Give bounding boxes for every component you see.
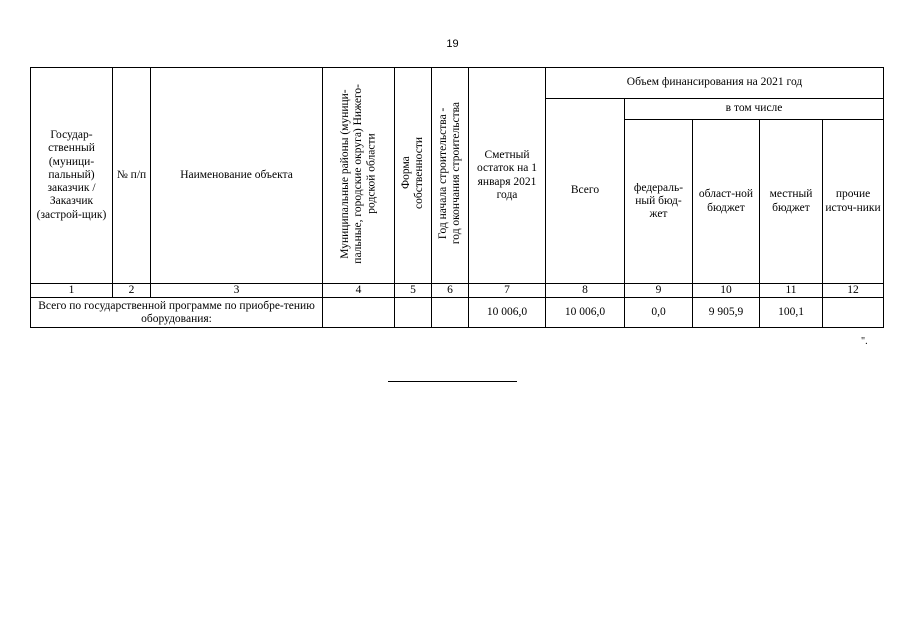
column-number: 9	[625, 284, 693, 298]
header-customer: Государ-ственный (муници-пальный) заказчик / Заказчик (застрой-щик)	[31, 68, 113, 284]
header-number: № п/п	[113, 68, 151, 284]
cell-municipal	[323, 298, 395, 328]
header-financing-volume: Объем финансирования на 2021 год	[546, 68, 884, 99]
table-row	[31, 298, 884, 328]
closing-quote-mark: ".	[861, 336, 868, 347]
column-number: 4	[323, 284, 395, 298]
header-local-budget: местный бюджет	[760, 120, 823, 284]
column-number: 2	[113, 284, 151, 298]
column-number: 6	[432, 284, 469, 298]
row-label: Всего по государственной программе по приобре-тению оборудования:	[31, 298, 323, 328]
cell-years	[432, 298, 469, 328]
header-regional-budget: област-ной бюджет	[693, 120, 760, 284]
header-estimate-balance: Сметный остаток на 1 января 2021 года	[469, 68, 546, 284]
column-number: 7	[469, 284, 546, 298]
cell-total: 10 006,0	[546, 298, 625, 328]
cell-ownership	[395, 298, 432, 328]
column-number: 12	[823, 284, 884, 298]
header-including: в том числе	[625, 99, 884, 120]
financing-table	[30, 67, 884, 328]
cell-estimate-balance: 10 006,0	[469, 298, 546, 328]
header-municipal-districts: Муниципальные районы (муници- пальные, городские округа) Нижего- родской области	[323, 68, 395, 284]
cell-federal: 0,0	[625, 298, 693, 328]
cell-local: 100,1	[760, 298, 823, 328]
column-number: 10	[693, 284, 760, 298]
cell-regional: 9 905,9	[693, 298, 760, 328]
column-number: 1	[31, 284, 113, 298]
header-ownership-form: Форма собственности	[395, 68, 432, 284]
header-object-name: Наименование объекта	[151, 68, 323, 284]
header-other-sources: прочие источ-ники	[823, 120, 884, 284]
separator-line	[388, 381, 517, 382]
header-federal-budget: федераль-ный бюд-жет	[625, 120, 693, 284]
column-number-row	[31, 284, 884, 298]
cell-other	[823, 298, 884, 328]
column-number: 11	[760, 284, 823, 298]
column-number: 5	[395, 284, 432, 298]
column-number: 3	[151, 284, 323, 298]
header-total: Всего	[546, 99, 625, 284]
column-number: 8	[546, 284, 625, 298]
header-construction-years: Год начала строительства - год окончания строительства	[432, 68, 469, 284]
page-number: 19	[446, 38, 459, 50]
